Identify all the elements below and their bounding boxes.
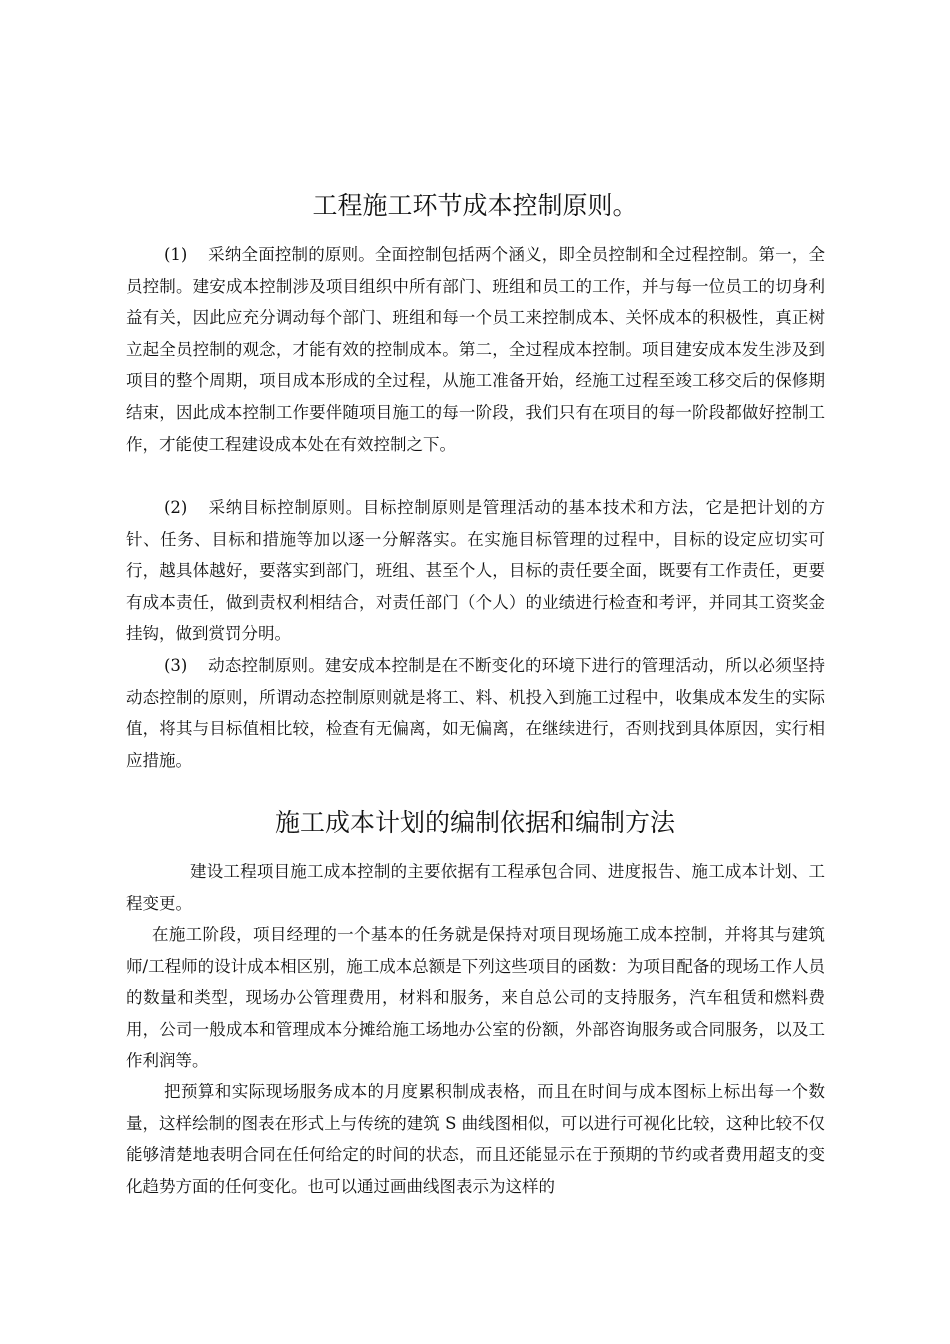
section-title-cost-control-principles: 工程施工环节成本控制原则。: [312, 191, 638, 220]
paragraph-construction-stage: 在施工阶段，项目经理的一个基本的任务就是保持对项目现场施工成本控制，并将其与建筑师/工程师的设计成本相区别，施工成本总额是下列这些项目的函数：为项目配备的现场工作人员的数量和类型，现场办公管理费用，材料和服务，来自总公司的支持服务，汽车租赁和燃料费用，公司一般成本和管理成本分摊给施工场地办公室的份额，外部咨询服务或合同服务，以及工作利润等。: [126, 925, 825, 1071]
item-number: (2): [164, 498, 188, 517]
paragraph-principle-2: [126, 492, 825, 650]
section-title-cost-plan-basis: 施工成本计划的编制依据和编制方法: [274, 808, 675, 837]
paragraph-monthly-tabulation: 把预算和实际现场服务成本的月度累积制成表格，而且在时间与成本图标上标出每一个数量，这样绘制的图表在形式上与传统的建筑 S 曲线图相似，可以进行可视化比较，这种比较不仅能够清楚地表明合同在任何给定的时间的状态，而且还能显示在于预期的节约或者费用超支的变化趋势方面的任何变化。也可以通过画曲线图表示为这样的: [126, 1082, 825, 1196]
item-number: (3): [164, 656, 188, 675]
paragraph-control-basis: 建设工程项目施工成本控制的主要依据有工程承包合同、进度报告、施工成本计划、工程变更。: [126, 862, 825, 913]
paragraph-text: 采纳目标控制原则。目标控制原则是管理活动的基本技术和方法，它是把计划的方针、任务、目标和措施等加以逐一分解落实。在实施目标管理的过程中，目标的设定应切实可行，越具体越好，要落实到部门，班组、甚至个人，目标的责任要全面，既要有工作责任，更要有成本责任，做到责权利相结合，对责任部门（个人）的业绩进行检查和考评，并同其工资奖金挂钩，做到赏罚分明。: [126, 498, 825, 644]
paragraph-principle-1: [126, 239, 825, 460]
paragraph-text: 动态控制原则。建安成本控制是在不断变化的环境下进行的管理活动，所以必须坚持动态控制的原则，所谓动态控制原则就是将工、料、机投入到施工过程中，收集成本发生的实际值，将其与目标值相比较，检查有无偏离，如无偏离，在继续进行，否则找到具体原因，实行相应措施。: [126, 656, 825, 770]
paragraph-principle-3: [126, 650, 825, 776]
item-number: (1): [164, 245, 188, 264]
paragraph-text: 采纳全面控制的原则。全面控制包括两个涵义，即全员控制和全过程控制。第一，全员控制。建安成本控制涉及项目组织中所有部门、班组和员工的工作，并与每一位员工的切身利益有关，因此应充分调动每个部门、班组和每一个员工来控制成本、关怀成本的积极性，真正树立起全员控制的观念，才能有效的控制成本。第二，全过程成本控制。项目建安成本发生涉及到项目的整个周期，项目成本形成的全过程，从施工准备开始，经施工过程至竣工移交后的保修期结束，因此成本控制工作要伴随项目施工的每一阶段，我们只有在项目的每一阶段都做好控制工作，才能使工程建设成本处在有效控制之下。: [126, 245, 825, 454]
